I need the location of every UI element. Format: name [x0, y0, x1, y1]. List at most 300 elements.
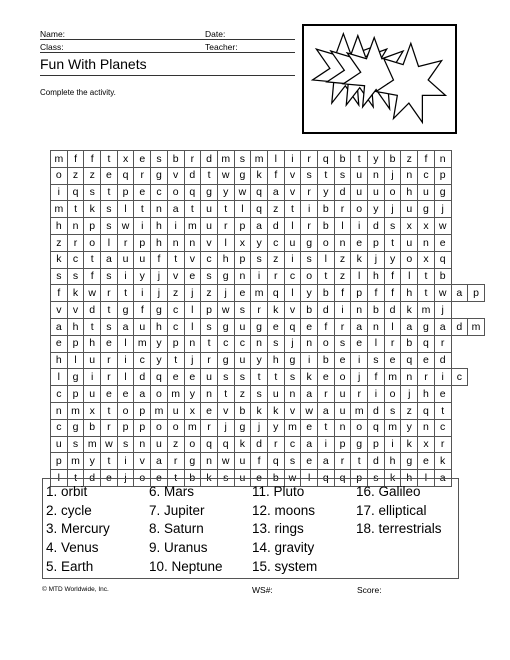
grid-cell[interactable]: e: [384, 352, 401, 369]
grid-cell[interactable]: r: [101, 369, 118, 386]
grid-cell[interactable]: n: [51, 402, 68, 419]
grid-cell[interactable]: j: [368, 251, 385, 268]
grid-cell[interactable]: n: [418, 234, 435, 251]
grid-cell[interactable]: h: [151, 234, 168, 251]
grid-cell[interactable]: m: [67, 453, 84, 470]
grid-cell[interactable]: r: [267, 436, 284, 453]
grid-cell[interactable]: r: [101, 419, 118, 436]
grid-cell[interactable]: i: [134, 218, 151, 235]
grid-cell[interactable]: q: [334, 470, 351, 487]
grid-cell[interactable]: g: [434, 184, 451, 201]
grid-cell[interactable]: n: [284, 386, 301, 403]
grid-cell[interactable]: y: [384, 251, 401, 268]
grid-cell[interactable]: y: [84, 453, 101, 470]
grid-cell[interactable]: d: [84, 302, 101, 319]
grid-cell[interactable]: e: [151, 470, 168, 487]
grid-cell[interactable]: y: [134, 268, 151, 285]
grid-cell[interactable]: x: [418, 218, 435, 235]
grid-cell[interactable]: g: [351, 436, 368, 453]
grid-cell[interactable]: h: [401, 184, 418, 201]
grid-cell[interactable]: u: [267, 386, 284, 403]
grid-cell[interactable]: p: [117, 419, 134, 436]
grid-cell[interactable]: i: [117, 453, 134, 470]
grid-cell[interactable]: y: [318, 184, 335, 201]
grid-cell[interactable]: t: [318, 268, 335, 285]
grid-cell[interactable]: v: [51, 302, 68, 319]
grid-cell[interactable]: r: [334, 453, 351, 470]
grid-cell[interactable]: s: [284, 369, 301, 386]
grid-cell[interactable]: x: [401, 218, 418, 235]
grid-cell[interactable]: t: [318, 419, 335, 436]
grid-cell[interactable]: t: [201, 167, 218, 184]
grid-cell[interactable]: t: [267, 369, 284, 386]
grid-cell[interactable]: m: [134, 335, 151, 352]
grid-cell[interactable]: w: [101, 436, 118, 453]
grid-cell[interactable]: o: [301, 268, 318, 285]
grid-cell[interactable]: q: [267, 285, 284, 302]
grid-cell[interactable]: w: [217, 302, 234, 319]
grid-cell[interactable]: z: [201, 285, 218, 302]
grid-cell[interactable]: e: [334, 352, 351, 369]
grid-cell[interactable]: u: [284, 234, 301, 251]
grid-cell[interactable]: u: [134, 318, 151, 335]
grid-cell[interactable]: p: [368, 436, 385, 453]
grid-cell[interactable]: e: [434, 234, 451, 251]
grid-cell[interactable]: e: [167, 369, 184, 386]
grid-cell[interactable]: t: [167, 470, 184, 487]
grid-cell[interactable]: a: [451, 285, 468, 302]
grid-cell[interactable]: c: [167, 302, 184, 319]
grid-cell[interactable]: m: [384, 419, 401, 436]
grid-cell[interactable]: l: [284, 218, 301, 235]
grid-cell[interactable]: s: [267, 335, 284, 352]
grid-cell[interactable]: e: [134, 151, 151, 168]
grid-cell[interactable]: s: [334, 167, 351, 184]
grid-cell[interactable]: q: [217, 436, 234, 453]
grid-cell[interactable]: e: [351, 335, 368, 352]
grid-cell[interactable]: e: [101, 167, 118, 184]
grid-cell[interactable]: s: [384, 218, 401, 235]
grid-cell[interactable]: y: [217, 184, 234, 201]
grid-cell[interactable]: i: [251, 268, 268, 285]
grid-cell[interactable]: y: [267, 419, 284, 436]
grid-cell[interactable]: t: [318, 167, 335, 184]
grid-cell[interactable]: l: [51, 369, 68, 386]
grid-cell[interactable]: n: [234, 268, 251, 285]
grid-cell[interactable]: h: [368, 268, 385, 285]
grid-cell[interactable]: f: [267, 167, 284, 184]
grid-cell[interactable]: p: [201, 302, 218, 319]
grid-cell[interactable]: q: [418, 402, 435, 419]
grid-cell[interactable]: t: [101, 151, 118, 168]
grid-cell[interactable]: m: [251, 151, 268, 168]
grid-cell[interactable]: z: [334, 268, 351, 285]
grid-cell[interactable]: s: [51, 268, 68, 285]
grid-cell[interactable]: g: [234, 419, 251, 436]
grid-cell[interactable]: k: [251, 167, 268, 184]
grid-cell[interactable]: i: [284, 151, 301, 168]
grid-cell[interactable]: s: [284, 453, 301, 470]
grid-cell[interactable]: q: [151, 369, 168, 386]
grid-cell[interactable]: e: [301, 453, 318, 470]
grid-cell[interactable]: r: [301, 184, 318, 201]
grid-cell[interactable]: i: [84, 369, 101, 386]
grid-cell[interactable]: g: [284, 352, 301, 369]
grid-cell[interactable]: a: [401, 318, 418, 335]
grid-cell[interactable]: m: [51, 151, 68, 168]
grid-cell[interactable]: e: [418, 453, 435, 470]
grid-cell[interactable]: t: [117, 285, 134, 302]
grid-cell[interactable]: v: [217, 402, 234, 419]
grid-cell[interactable]: l: [67, 352, 84, 369]
grid-cell[interactable]: a: [151, 453, 168, 470]
grid-cell[interactable]: q: [418, 335, 435, 352]
grid-cell[interactable]: h: [401, 470, 418, 487]
grid-cell[interactable]: k: [234, 436, 251, 453]
grid-cell[interactable]: b: [318, 218, 335, 235]
grid-cell[interactable]: a: [51, 318, 68, 335]
grid-cell[interactable]: u: [117, 251, 134, 268]
grid-cell[interactable]: q: [201, 436, 218, 453]
grid-cell[interactable]: u: [201, 201, 218, 218]
grid-cell[interactable]: u: [401, 201, 418, 218]
grid-cell[interactable]: s: [368, 470, 385, 487]
grid-cell[interactable]: t: [351, 151, 368, 168]
grid-cell[interactable]: r: [67, 234, 84, 251]
grid-cell[interactable]: n: [351, 302, 368, 319]
grid-cell[interactable]: f: [384, 285, 401, 302]
grid-cell[interactable]: m: [284, 419, 301, 436]
grid-cell[interactable]: e: [301, 419, 318, 436]
grid-cell[interactable]: p: [334, 436, 351, 453]
grid-cell[interactable]: j: [151, 268, 168, 285]
grid-cell[interactable]: c: [217, 335, 234, 352]
grid-cell[interactable]: l: [368, 335, 385, 352]
grid-cell[interactable]: o: [167, 184, 184, 201]
grid-cell[interactable]: s: [67, 436, 84, 453]
grid-cell[interactable]: a: [301, 436, 318, 453]
grid-cell[interactable]: o: [318, 335, 335, 352]
grid-cell[interactable]: i: [117, 352, 134, 369]
grid-cell[interactable]: d: [184, 167, 201, 184]
grid-cell[interactable]: u: [368, 184, 385, 201]
grid-cell[interactable]: t: [351, 453, 368, 470]
grid-cell[interactable]: p: [67, 335, 84, 352]
grid-cell[interactable]: k: [267, 302, 284, 319]
grid-cell[interactable]: s: [234, 151, 251, 168]
grid-cell[interactable]: l: [117, 369, 134, 386]
grid-cell[interactable]: k: [401, 302, 418, 319]
grid-cell[interactable]: g: [151, 302, 168, 319]
grid-cell[interactable]: r: [434, 436, 451, 453]
grid-cell[interactable]: n: [184, 234, 201, 251]
grid-cell[interactable]: e: [234, 285, 251, 302]
grid-cell[interactable]: t: [101, 402, 118, 419]
grid-cell[interactable]: k: [434, 453, 451, 470]
grid-cell[interactable]: n: [151, 201, 168, 218]
grid-cell[interactable]: s: [201, 268, 218, 285]
grid-cell[interactable]: t: [84, 251, 101, 268]
grid-cell[interactable]: p: [134, 402, 151, 419]
grid-cell[interactable]: a: [318, 453, 335, 470]
grid-cell[interactable]: s: [368, 352, 385, 369]
grid-cell[interactable]: s: [84, 184, 101, 201]
grid-cell[interactable]: c: [201, 251, 218, 268]
grid-cell[interactable]: p: [117, 184, 134, 201]
grid-cell[interactable]: o: [84, 234, 101, 251]
grid-cell[interactable]: m: [84, 436, 101, 453]
grid-cell[interactable]: h: [151, 318, 168, 335]
grid-cell[interactable]: e: [434, 386, 451, 403]
grid-cell[interactable]: o: [334, 369, 351, 386]
grid-cell[interactable]: g: [251, 318, 268, 335]
grid-cell[interactable]: a: [301, 386, 318, 403]
grid-cell[interactable]: l: [334, 218, 351, 235]
grid-cell[interactable]: s: [67, 268, 84, 285]
grid-cell[interactable]: t: [284, 201, 301, 218]
grid-cell[interactable]: l: [401, 268, 418, 285]
grid-cell[interactable]: v: [167, 268, 184, 285]
grid-cell[interactable]: e: [101, 470, 118, 487]
grid-cell[interactable]: j: [151, 285, 168, 302]
grid-cell[interactable]: d: [267, 218, 284, 235]
grid-cell[interactable]: w: [234, 184, 251, 201]
grid-cell[interactable]: s: [234, 302, 251, 319]
grid-cell[interactable]: t: [67, 201, 84, 218]
grid-cell[interactable]: l: [384, 318, 401, 335]
grid-cell[interactable]: k: [51, 251, 68, 268]
grid-cell[interactable]: z: [84, 167, 101, 184]
grid-cell[interactable]: r: [334, 318, 351, 335]
grid-cell[interactable]: y: [301, 285, 318, 302]
grid-cell[interactable]: f: [318, 318, 335, 335]
grid-cell[interactable]: f: [151, 251, 168, 268]
grid-cell[interactable]: a: [167, 201, 184, 218]
grid-cell[interactable]: s: [251, 386, 268, 403]
grid-cell[interactable]: p: [434, 167, 451, 184]
grid-cell[interactable]: o: [51, 167, 68, 184]
grid-cell[interactable]: t: [101, 302, 118, 319]
grid-cell[interactable]: l: [318, 251, 335, 268]
grid-cell[interactable]: j: [184, 285, 201, 302]
grid-cell[interactable]: i: [384, 436, 401, 453]
grid-cell[interactable]: t: [101, 184, 118, 201]
grid-cell[interactable]: h: [151, 218, 168, 235]
grid-cell[interactable]: r: [301, 218, 318, 235]
grid-cell[interactable]: s: [217, 470, 234, 487]
grid-cell[interactable]: b: [184, 470, 201, 487]
grid-cell[interactable]: b: [401, 335, 418, 352]
grid-cell[interactable]: s: [301, 251, 318, 268]
grid-cell[interactable]: o: [151, 386, 168, 403]
grid-cell[interactable]: r: [201, 352, 218, 369]
grid-cell[interactable]: n: [401, 167, 418, 184]
grid-cell[interactable]: p: [134, 234, 151, 251]
grid-cell[interactable]: h: [418, 386, 435, 403]
grid-cell[interactable]: u: [234, 453, 251, 470]
grid-cell[interactable]: v: [201, 234, 218, 251]
grid-cell[interactable]: q: [318, 151, 335, 168]
grid-cell[interactable]: l: [301, 470, 318, 487]
grid-cell[interactable]: e: [117, 386, 134, 403]
grid-cell[interactable]: o: [384, 184, 401, 201]
grid-cell[interactable]: x: [418, 251, 435, 268]
grid-cell[interactable]: i: [368, 386, 385, 403]
grid-cell[interactable]: z: [401, 151, 418, 168]
grid-cell[interactable]: r: [301, 151, 318, 168]
grid-cell[interactable]: w: [434, 218, 451, 235]
grid-cell[interactable]: c: [51, 386, 68, 403]
grid-cell[interactable]: r: [101, 352, 118, 369]
grid-cell[interactable]: b: [434, 268, 451, 285]
grid-cell[interactable]: m: [67, 402, 84, 419]
grid-cell[interactable]: e: [184, 268, 201, 285]
grid-cell[interactable]: b: [267, 470, 284, 487]
grid-cell[interactable]: f: [334, 285, 351, 302]
grid-cell[interactable]: r: [267, 268, 284, 285]
grid-cell[interactable]: u: [351, 167, 368, 184]
grid-cell[interactable]: k: [67, 285, 84, 302]
grid-cell[interactable]: i: [284, 251, 301, 268]
grid-cell[interactable]: i: [117, 268, 134, 285]
grid-cell[interactable]: a: [251, 218, 268, 235]
grid-cell[interactable]: r: [318, 386, 335, 403]
grid-cell[interactable]: r: [201, 419, 218, 436]
grid-cell[interactable]: i: [434, 369, 451, 386]
grid-cell[interactable]: d: [368, 402, 385, 419]
grid-cell[interactable]: j: [384, 167, 401, 184]
grid-cell[interactable]: l: [101, 234, 118, 251]
grid-cell[interactable]: n: [184, 335, 201, 352]
grid-cell[interactable]: g: [201, 184, 218, 201]
grid-cell[interactable]: x: [184, 402, 201, 419]
grid-cell[interactable]: i: [351, 352, 368, 369]
grid-cell[interactable]: k: [251, 402, 268, 419]
grid-cell[interactable]: t: [434, 402, 451, 419]
grid-cell[interactable]: l: [234, 201, 251, 218]
grid-cell[interactable]: l: [117, 201, 134, 218]
grid-cell[interactable]: d: [451, 318, 468, 335]
grid-cell[interactable]: w: [217, 453, 234, 470]
grid-cell[interactable]: r: [134, 167, 151, 184]
grid-cell[interactable]: d: [251, 436, 268, 453]
grid-cell[interactable]: f: [251, 453, 268, 470]
grid-cell[interactable]: c: [284, 268, 301, 285]
grid-cell[interactable]: c: [167, 318, 184, 335]
grid-cell[interactable]: f: [368, 369, 385, 386]
grid-cell[interactable]: q: [267, 453, 284, 470]
grid-cell[interactable]: y: [368, 201, 385, 218]
grid-cell[interactable]: q: [284, 318, 301, 335]
grid-cell[interactable]: o: [151, 419, 168, 436]
grid-cell[interactable]: z: [267, 201, 284, 218]
grid-cell[interactable]: p: [67, 386, 84, 403]
grid-cell[interactable]: o: [401, 251, 418, 268]
grid-cell[interactable]: a: [117, 318, 134, 335]
grid-cell[interactable]: f: [134, 302, 151, 319]
grid-cell[interactable]: w: [217, 167, 234, 184]
grid-cell[interactable]: s: [101, 268, 118, 285]
grid-cell[interactable]: j: [117, 470, 134, 487]
grid-cell[interactable]: h: [51, 352, 68, 369]
grid-cell[interactable]: b: [301, 302, 318, 319]
grid-cell[interactable]: n: [201, 386, 218, 403]
grid-cell[interactable]: g: [67, 369, 84, 386]
grid-cell[interactable]: k: [84, 201, 101, 218]
grid-cell[interactable]: u: [234, 470, 251, 487]
grid-cell[interactable]: n: [301, 335, 318, 352]
grid-cell[interactable]: r: [217, 218, 234, 235]
grid-cell[interactable]: v: [67, 302, 84, 319]
grid-cell[interactable]: l: [51, 470, 68, 487]
grid-cell[interactable]: r: [184, 151, 201, 168]
grid-cell[interactable]: y: [184, 386, 201, 403]
grid-cell[interactable]: f: [384, 268, 401, 285]
grid-cell[interactable]: o: [167, 419, 184, 436]
grid-cell[interactable]: e: [418, 352, 435, 369]
grid-cell[interactable]: w: [434, 285, 451, 302]
grid-cell[interactable]: o: [351, 201, 368, 218]
grid-cell[interactable]: y: [401, 419, 418, 436]
grid-cell[interactable]: f: [67, 151, 84, 168]
grid-cell[interactable]: l: [284, 285, 301, 302]
grid-cell[interactable]: a: [434, 470, 451, 487]
grid-cell[interactable]: m: [351, 402, 368, 419]
grid-cell[interactable]: o: [318, 234, 335, 251]
grid-cell[interactable]: v: [284, 302, 301, 319]
grid-cell[interactable]: y: [251, 352, 268, 369]
grid-cell[interactable]: f: [84, 268, 101, 285]
grid-cell[interactable]: e: [301, 318, 318, 335]
grid-cell[interactable]: e: [318, 369, 335, 386]
grid-cell[interactable]: r: [434, 335, 451, 352]
grid-cell[interactable]: p: [167, 335, 184, 352]
grid-cell[interactable]: i: [351, 218, 368, 235]
grid-cell[interactable]: b: [334, 151, 351, 168]
grid-cell[interactable]: e: [134, 184, 151, 201]
grid-cell[interactable]: c: [67, 251, 84, 268]
grid-cell[interactable]: t: [101, 453, 118, 470]
grid-cell[interactable]: s: [217, 369, 234, 386]
grid-cell[interactable]: q: [251, 201, 268, 218]
grid-cell[interactable]: i: [134, 285, 151, 302]
grid-cell[interactable]: z: [51, 234, 68, 251]
grid-cell[interactable]: j: [184, 352, 201, 369]
grid-cell[interactable]: a: [434, 318, 451, 335]
grid-cell[interactable]: w: [84, 285, 101, 302]
grid-cell[interactable]: j: [384, 201, 401, 218]
grid-cell[interactable]: u: [418, 184, 435, 201]
grid-cell[interactable]: j: [284, 335, 301, 352]
grid-cell[interactable]: u: [234, 318, 251, 335]
grid-cell[interactable]: s: [151, 151, 168, 168]
grid-cell[interactable]: f: [84, 151, 101, 168]
grid-cell[interactable]: s: [251, 251, 268, 268]
grid-cell[interactable]: c: [51, 419, 68, 436]
grid-cell[interactable]: h: [84, 335, 101, 352]
grid-cell[interactable]: u: [134, 251, 151, 268]
grid-cell[interactable]: o: [384, 386, 401, 403]
grid-cell[interactable]: p: [351, 470, 368, 487]
grid-cell[interactable]: g: [67, 419, 84, 436]
grid-cell[interactable]: t: [167, 251, 184, 268]
grid-cell[interactable]: l: [217, 234, 234, 251]
grid-cell[interactable]: u: [51, 436, 68, 453]
grid-cell[interactable]: g: [418, 201, 435, 218]
grid-cell[interactable]: a: [351, 318, 368, 335]
grid-cell[interactable]: z: [267, 251, 284, 268]
grid-cell[interactable]: n: [251, 335, 268, 352]
